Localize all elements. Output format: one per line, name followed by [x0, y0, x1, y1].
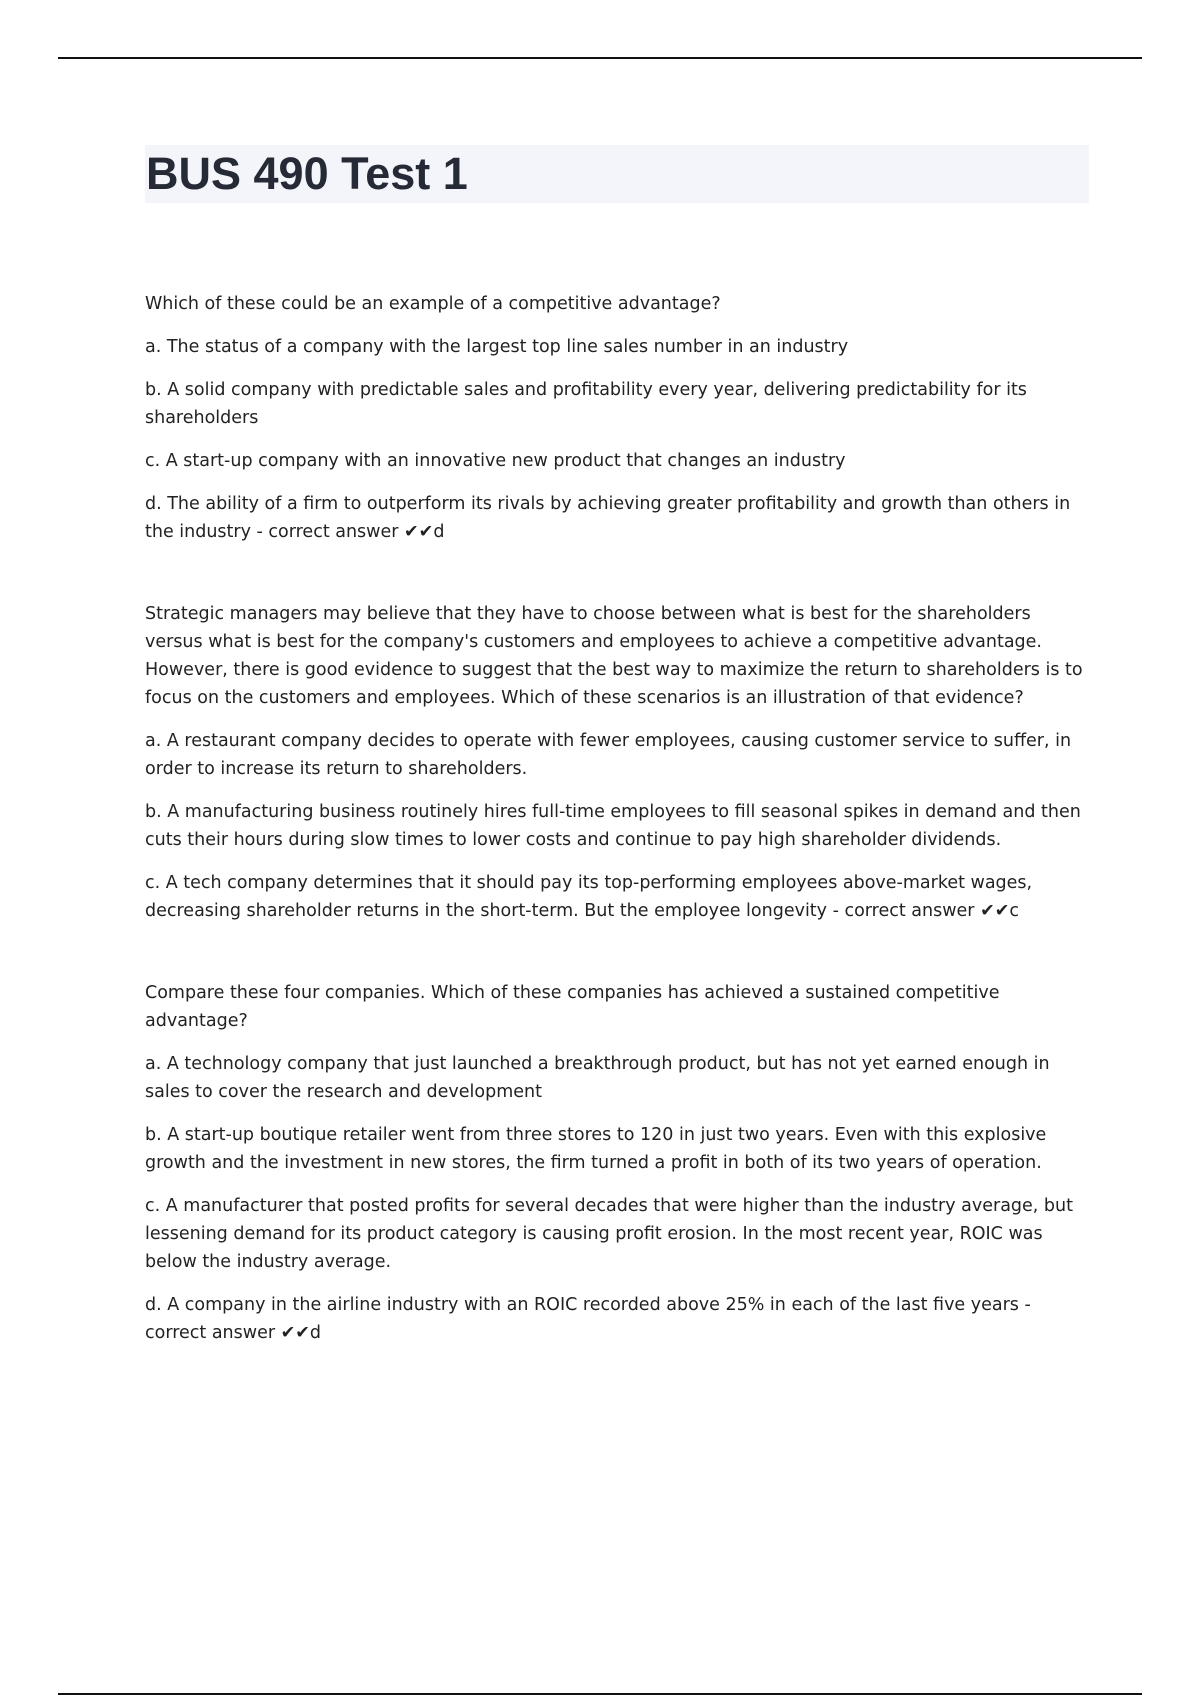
question-stem: Compare these four companies. Which of these companies has achieved a sustained competitive advantage?	[145, 983, 1000, 1031]
answer-option-b: b. A solid company with predictable sales and profitability every year, delivering predictability for its shareholders	[145, 380, 1027, 428]
page-bottom-rule	[58, 1693, 1142, 1695]
answer-option-c: c. A manufacturer that posted profits for several decades that were higher than the industry average, but lessening demand for its product category is causing profit erosion. In the most recent year, ROIC was below the industry average.	[145, 1196, 1073, 1272]
answer-option-d: d. A company in the airline industry with an ROIC recorded above 25% in each of the last five years - correct answer ✔✔d	[145, 1295, 1031, 1343]
answer-option-a: a. A restaurant company decides to operate with fewer employees, causing customer service to suffer, in order to increase its return to shareholders.	[145, 731, 1072, 779]
answer-option-c: c. A tech company determines that it should pay its top-performing employees above-market wages, decreasing shareholder returns in the short-term. But the employee longevity - correct answer ✔✔c	[145, 873, 1033, 921]
answer-option-a: a. A technology company that just launched a breakthrough product, but has not yet earned enough in sales to cover the research and development	[145, 1054, 1050, 1102]
question-stem: Which of these could be an example of a competitive advantage?	[145, 294, 721, 314]
page-top-rule	[58, 57, 1142, 59]
title-banner	[145, 145, 1089, 203]
answer-option-a: a. The status of a company with the largest top line sales number in an industry	[145, 337, 849, 357]
answer-option-d: d. The ability of a firm to outperform its rivals by achieving greater profitability and growth than others in the industry - correct answer ✔✔d	[145, 494, 1071, 542]
question-2	[145, 600, 1090, 925]
answer-option-b: b. A manufacturing business routinely hires full-time employees to fill seasonal spikes in demand and then cuts their hours during slow times to lower costs and continue to pay high shareholder dividends.	[145, 802, 1081, 850]
document-title: BUS 490 Test 1	[146, 148, 468, 199]
answer-option-b: b. A start-up boutique retailer went from three stores to 120 in just two years. Even with this explosive growth and the investment in new stores, the firm turned a profit in both of its two years of operation.	[145, 1125, 1047, 1173]
answer-option-c: c. A start-up company with an innovative new product that changes an industry	[145, 451, 846, 471]
question-stem: Strategic managers may believe that they have to choose between what is best for the shareholders versus what is best for the company's customers and employees to achieve a competitive advantage. However, there is good evidence to suggest that the best way to maximize the return to shareholders is to focus on the customers and employees. Which of these scenarios is an illustration of that evidence?	[145, 604, 1083, 708]
question-3	[145, 979, 1090, 1347]
question-list	[145, 290, 1090, 1347]
question-1	[145, 290, 1090, 546]
